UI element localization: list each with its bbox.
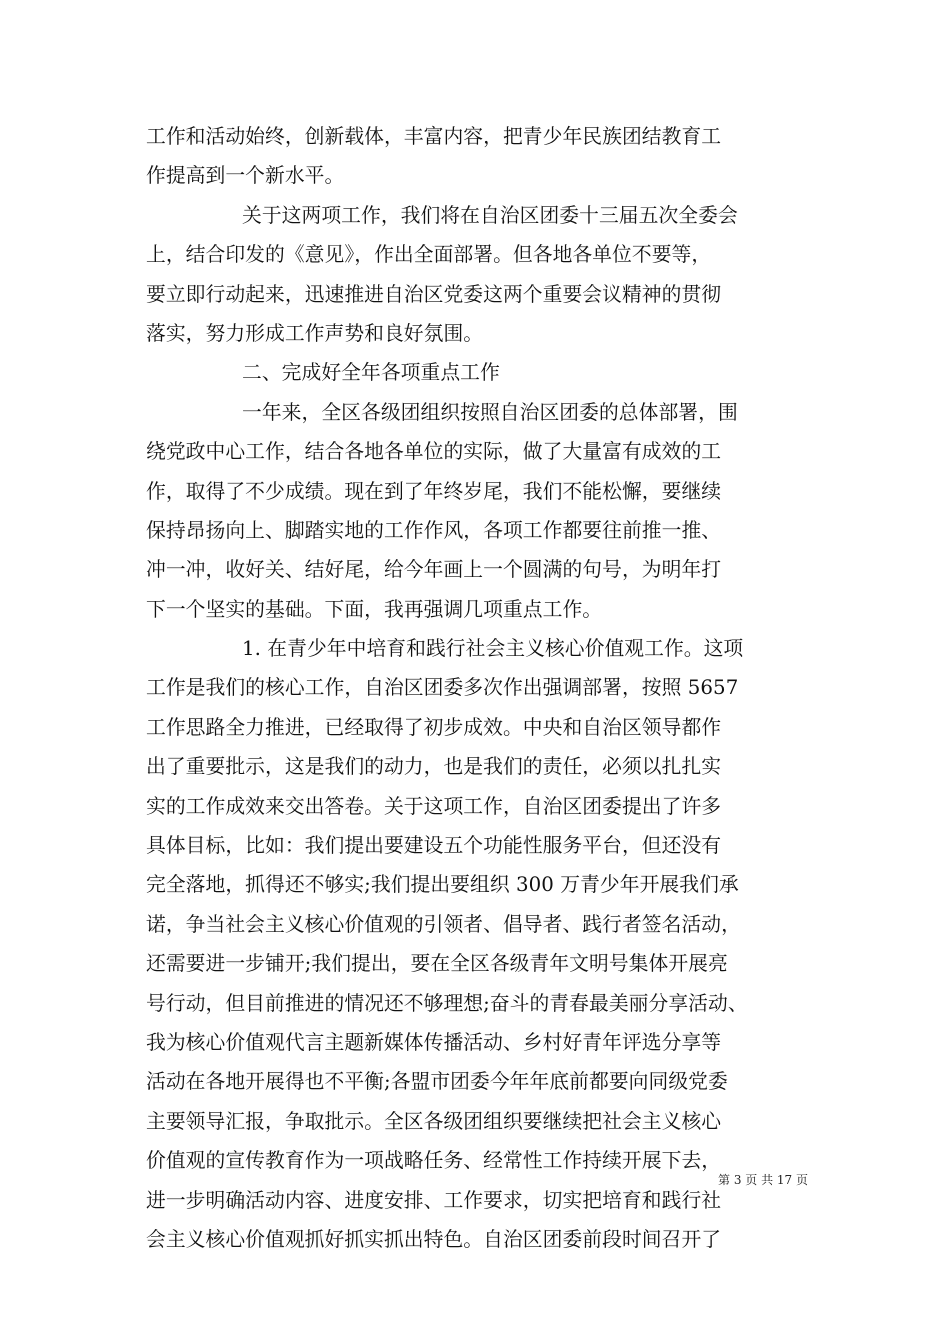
page-footer: 第 3 页 共 17 页 bbox=[718, 1173, 808, 1187]
text-line: 工作是我们的核心工作，自治区团委多次作出强调部署，按照 5657 bbox=[146, 676, 739, 700]
text-line: 诺，争当社会主义核心价值观的引领者、倡导者、践行者签名活动， bbox=[146, 912, 741, 936]
text-line: 工作和活动始终，创新载体，丰富内容，把青少年民族团结教育工 bbox=[146, 125, 722, 148]
text-line: 号行动，但目前推进的情况还不够理想;奋斗的青春最美丽分享活动、 bbox=[146, 991, 748, 1015]
text-line: 要立即行动起来，迅速推进自治区党委这两个重要会议精神的贯彻 bbox=[146, 282, 722, 306]
text-line: 下一个坚实的基础。下面，我再强调几项重点工作。 bbox=[146, 597, 603, 621]
text-line: 落实，努力形成工作声势和良好氛围。 bbox=[146, 321, 484, 345]
text-line: 冲一冲，收好关、结好尾，给今年画上一个圆满的句号，为明年打 bbox=[146, 558, 722, 582]
text-line: 工作思路全力推进，已经取得了初步成效。中央和自治区领导都作 bbox=[146, 715, 722, 739]
text-line: 上，结合印发的《意见》，作出全面部署。但各地各单位不要等， bbox=[146, 243, 712, 267]
text-line: 保持昂扬向上、脚踏实地的工作作风，各项工作都要往前推一推、 bbox=[146, 518, 722, 542]
text-line: 主要领导汇报，争取批示。全区各级团组织要继续把社会主义核心 bbox=[146, 1109, 722, 1133]
text-line: 1. 在青少年中培育和践行社会主义核心价值观工作。这项 bbox=[242, 637, 744, 661]
text-line: 作，取得了不少成绩。现在到了年终岁尾，我们不能松懈，要继续 bbox=[146, 479, 722, 503]
text-line: 会主义核心价值观抓好抓实抓出特色。自治区团委前段时间召开了 bbox=[146, 1227, 722, 1251]
text-line: 活动在各地开展得也不平衡;各盟市团委今年年底前都要向同级党委 bbox=[146, 1070, 728, 1094]
text-line: 绕党政中心工作，结合各地各单位的实际，做了大量富有成效的工 bbox=[146, 440, 722, 464]
text-line: 二、完成好全年各项重点工作 bbox=[242, 361, 500, 385]
text-line: 出了重要批示，这是我们的动力，也是我们的责任，必须以扎扎实 bbox=[146, 755, 722, 779]
text-line: 价值观的宣传教育作为一项战略任务、经常性工作持续开展下去， bbox=[146, 1149, 722, 1173]
text-line: 一年来，全区各级团组织按照自治区团委的总体部署，围 bbox=[242, 400, 738, 424]
text-line: 关于这两项工作，我们将在自治区团委十三届五次全委会 bbox=[242, 203, 738, 227]
text-line: 我为核心价值观代言主题新媒体传播活动、乡村好青年评选分享等 bbox=[146, 1030, 722, 1054]
text-line: 作提高到一个新水平。 bbox=[146, 164, 345, 188]
body-text bbox=[146, 117, 806, 1259]
text-line: 具体目标，比如：我们提出要建设五个功能性服务平台，但还没有 bbox=[146, 834, 722, 858]
text-line: 还需要进一步铺开;我们提出，要在全区各级青年文明号集体开展亮 bbox=[146, 952, 728, 976]
text-line: 进一步明确活动内容、进度安排、工作要求，切实把培育和践行社 bbox=[146, 1188, 722, 1212]
text-line: 完全落地，抓得还不够实;我们提出要组织 300 万青少年开展我们承 bbox=[146, 873, 739, 897]
text-line: 实的工作成效来交出答卷。关于这项工作，自治区团委提出了许多 bbox=[146, 794, 722, 818]
